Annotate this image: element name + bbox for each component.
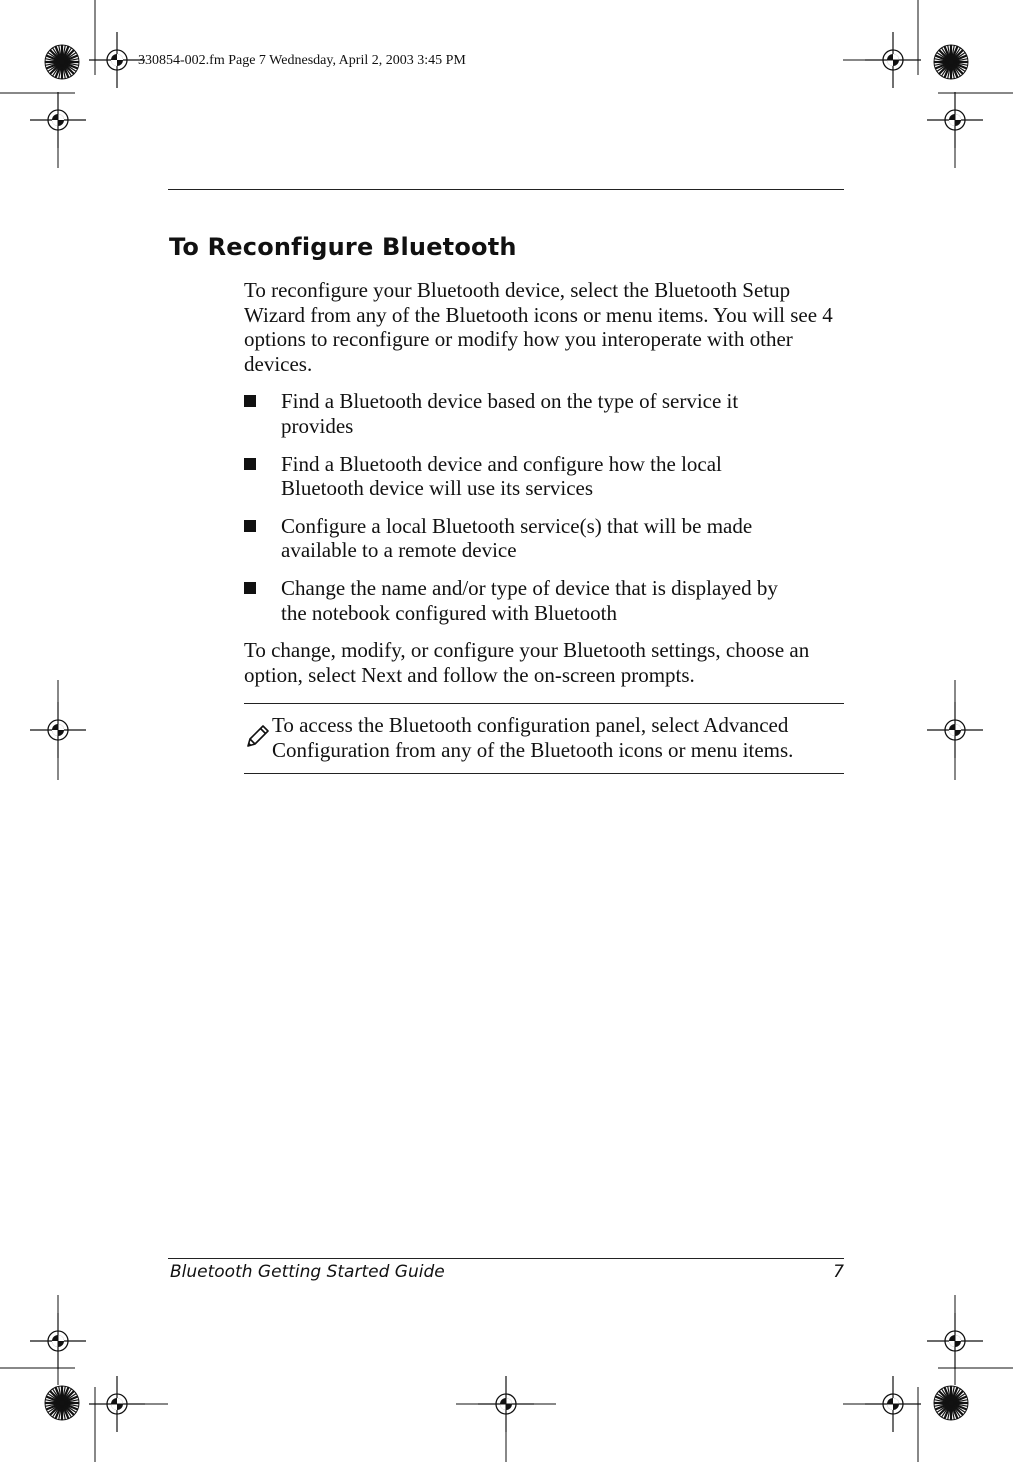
list-item-text: Change the name and/or type of device that is displayed by the notebook configured with Bluetooth bbox=[281, 575, 778, 625]
square-bullet-icon bbox=[244, 395, 256, 407]
closing-paragraph: To change, modify, or configure your Bluetooth settings, choose an option, select Next and follow the on-screen prompts. bbox=[244, 638, 810, 687]
intro-paragraph: To reconfigure your Bluetooth device, select the Bluetooth Setup Wizard from any of the Bluetooth icons or menu items. You will see 4 options to reconfigure or modify how you interoperate with other devices. bbox=[244, 278, 833, 376]
list-item bbox=[244, 389, 844, 438]
footer-rule bbox=[168, 1258, 844, 1259]
note-text: To access the Bluetooth configuration panel, select Advanced Configuration from any of the Bluetooth icons or menu items. bbox=[272, 713, 794, 762]
square-bullet-icon bbox=[244, 458, 256, 470]
page-number: 7 bbox=[833, 1262, 844, 1282]
print-slug: 330854-002.fm Page 7 Wednesday, April 2, 2003 3:45 PM bbox=[138, 53, 466, 68]
list-item bbox=[244, 514, 844, 563]
section-heading: To Reconfigure Bluetooth bbox=[169, 233, 517, 261]
list-item bbox=[244, 576, 844, 625]
section-body bbox=[244, 278, 844, 687]
list-item-text: Find a Bluetooth device and configure how the local Bluetooth device will use its services bbox=[281, 451, 722, 501]
header-rule bbox=[168, 189, 844, 190]
list-item bbox=[244, 452, 844, 501]
note-box bbox=[244, 703, 844, 774]
footer-title: Bluetooth Getting Started Guide bbox=[170, 1262, 445, 1282]
options-list bbox=[244, 389, 844, 625]
square-bullet-icon bbox=[244, 582, 256, 594]
list-item-text: Configure a local Bluetooth service(s) that will be made available to a remote device bbox=[281, 513, 753, 563]
pencil-note-icon bbox=[244, 724, 270, 750]
square-bullet-icon bbox=[244, 520, 256, 532]
list-item-text: Find a Bluetooth device based on the type of service it provides bbox=[281, 389, 739, 438]
